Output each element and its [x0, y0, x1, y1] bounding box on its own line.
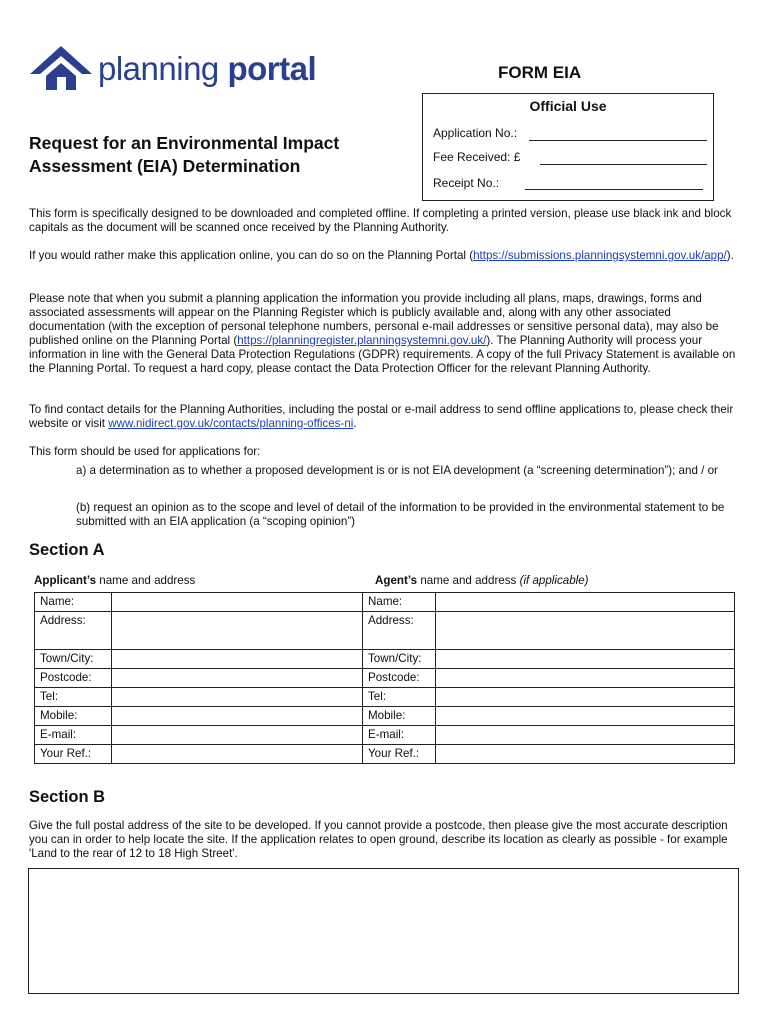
house-logo-icon — [28, 44, 94, 92]
applicant-agent-table — [34, 592, 735, 764]
table-row — [35, 612, 735, 650]
applicant-email-field[interactable] — [112, 726, 363, 745]
applicant-postcode-label: Postcode: — [35, 669, 112, 688]
contact-text-end: . — [353, 417, 357, 430]
agent-email-label: E-mail: — [363, 726, 436, 745]
privacy-text: Please note that when you submit a planning application the information you provide including all plans, maps, drawings, forms and associated assessments will appear on the Planning Register which is publicly available and, along with any other associated documentation (with the exception of personal telephone numbers, personal e-mail addresses or sensitive personal data), may also be published online on the Planning Portal ( — [29, 292, 719, 347]
applicant-name-label: Name: — [35, 593, 112, 612]
usage-paragraph: This form should be used for applications for: — [29, 445, 261, 458]
applicant-tel-label: Tel: — [35, 688, 112, 707]
applicant-address-field[interactable] — [112, 612, 363, 650]
nidirect-link[interactable]: www.nidirect.gov.uk/contacts/planning-offices-ni — [108, 417, 354, 430]
fee-received-label: Fee Received: £ — [433, 150, 521, 164]
table-row — [35, 745, 735, 764]
applicant-header-bold: Applicant’s — [34, 574, 97, 587]
agent-header-rest: name and address — [417, 574, 520, 587]
page-title: Request for an Environmental Impact Assessment (EIA) Determination — [29, 133, 340, 176]
contact-text: To find contact details for the Planning Authorities, including the postal or e-mail address to send offline applications to, please check their website or visit — [29, 403, 734, 430]
applicant-header-rest: name and address — [96, 574, 196, 587]
agent-email-field[interactable] — [436, 726, 735, 745]
agent-mobile-field[interactable] — [436, 707, 735, 726]
agent-ref-label: Your Ref.: — [363, 745, 436, 764]
logo-wordmark — [98, 50, 316, 88]
agent-header-bold: Agent’s — [375, 574, 418, 587]
agent-address-label: Address: — [363, 612, 436, 650]
official-use-box — [422, 93, 714, 201]
applicant-ref-field[interactable] — [112, 745, 363, 764]
applicant-postcode-field[interactable] — [112, 669, 363, 688]
table-row — [35, 707, 735, 726]
table-row — [35, 669, 735, 688]
agent-header-italic: (if applicable) — [519, 574, 589, 587]
agent-town-label: Town/City: — [363, 650, 436, 669]
intro-paragraph: This form is specifically designed to be downloaded and completed offline. If completing a printed version, please use black ink and block capitals as the document will be scanned once received by the Planning Authority. — [29, 207, 732, 234]
contact-paragraph — [29, 403, 745, 431]
applicant-mobile-field[interactable] — [112, 707, 363, 726]
applicant-name-field[interactable] — [112, 593, 363, 612]
agent-name-label: Name: — [363, 593, 436, 612]
applicant-email-label: E-mail: — [35, 726, 112, 745]
privacy-text-end: ). The Planning Authority will process your information in line with the General Data Protection Regulations (GDPR) requirements. A copy of the full Privacy Statement is available on the Planning Portal. To request a hard copy, please contact the Data Protection Officer for the relevant Planning Authority. — [29, 334, 736, 375]
usage-item-b: (b) request an opinion as to the scope and level of detail of the information to be provided in the environmental statement to be submitted with an EIA application (a “scoping opinion”) — [76, 501, 725, 528]
applicant-town-label: Town/City: — [35, 650, 112, 669]
agent-name-field[interactable] — [436, 593, 735, 612]
logo-text-bold: portal — [227, 50, 317, 87]
agent-address-field[interactable] — [436, 612, 735, 650]
table-row — [35, 593, 735, 612]
table-row — [35, 688, 735, 707]
official-use-title: Official Use — [529, 98, 607, 114]
form-code: FORM EIA — [498, 63, 582, 82]
online-text-end: ). — [726, 249, 734, 262]
agent-header — [375, 574, 589, 587]
applicant-ref-label: Your Ref.: — [35, 745, 112, 764]
usage-item-a: a) a determination as to whether a proposed development is or is not EIA development (a “screening determination”); and / or — [76, 464, 718, 477]
applicant-address-label: Address: — [35, 612, 112, 650]
applicant-header — [34, 574, 195, 587]
agent-mobile-label: Mobile: — [363, 707, 436, 726]
fee-received-line — [540, 164, 707, 165]
privacy-paragraph — [29, 292, 745, 376]
applicant-town-field[interactable] — [112, 650, 363, 669]
agent-ref-field[interactable] — [436, 745, 735, 764]
site-address-field[interactable] — [28, 868, 739, 994]
online-text: If you would rather make this application online, you can do so on the Planning Portal ( — [29, 249, 474, 262]
applicant-tel-field[interactable] — [112, 688, 363, 707]
section-b-title: Section B — [29, 788, 106, 806]
table-row — [35, 726, 735, 745]
logo-text-regular: planning — [98, 50, 228, 87]
agent-tel-field[interactable] — [436, 688, 735, 707]
section-b-instructions: Give the full postal address of the site to be developed. If you cannot provide a postcode, then please give the most accurate description you can in order to help locate the site. If the application relates to open ground, describe its location as clearly as possible - for example 'Land to the rear of 12 to 18 High Street'. — [29, 819, 728, 860]
applicant-mobile-label: Mobile: — [35, 707, 112, 726]
receipt-no-line — [525, 189, 703, 190]
agent-town-field[interactable] — [436, 650, 735, 669]
table-row — [35, 650, 735, 669]
online-paragraph — [29, 249, 745, 263]
planning-register-link[interactable]: https://planningregister.planningsystemni.gov.uk/ — [237, 334, 487, 347]
application-no-line — [529, 140, 707, 141]
receipt-no-label: Receipt No.: — [433, 176, 500, 190]
agent-postcode-label: Postcode: — [363, 669, 436, 688]
agent-postcode-field[interactable] — [436, 669, 735, 688]
submissions-link[interactable]: https://submissions.planningsystemni.gov.uk/app/ — [473, 249, 727, 262]
agent-tel-label: Tel: — [363, 688, 436, 707]
section-a-title: Section A — [29, 541, 105, 559]
application-no-label: Application No.: — [433, 126, 518, 140]
